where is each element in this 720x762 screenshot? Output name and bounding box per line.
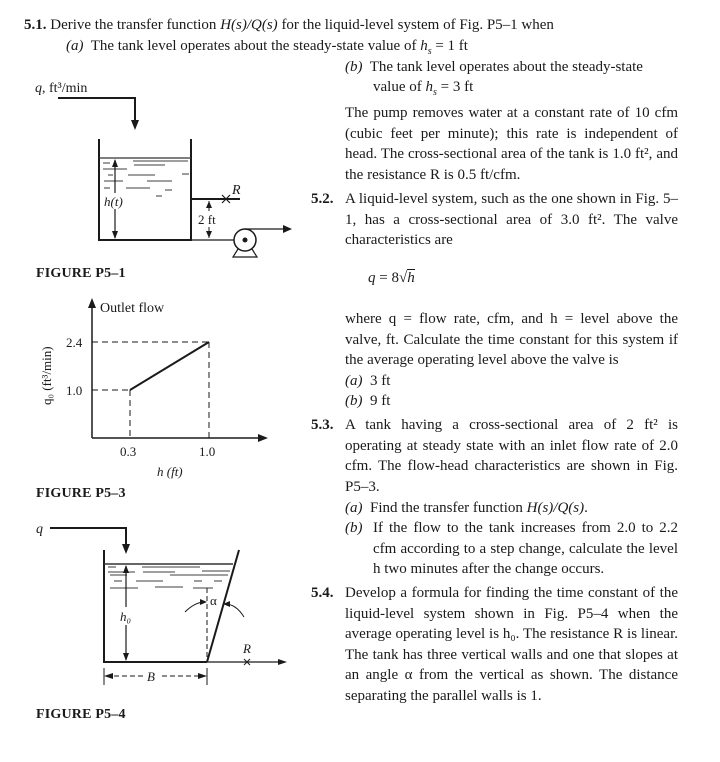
svg-text:Outlet flow: Outlet flow (100, 301, 165, 316)
problem-number: 5.4. (311, 585, 334, 601)
svg-text:2.4: 2.4 (66, 335, 83, 350)
problem-5-1-part-b-value: value of $h_s = 3$ ft (373, 79, 474, 98)
valve-equation: q = 8√h (368, 270, 415, 286)
sloped-tank-diagram (0, 500, 310, 700)
figure-p5-3 (0, 290, 310, 500)
tank-diagram (0, 75, 310, 265)
inflow-arrow-icon (122, 544, 130, 554)
figure-caption: FIGURE P5–1 (36, 266, 126, 281)
data-line (130, 342, 209, 390)
x-axis-arrow-icon (258, 434, 268, 442)
svg-text:1.0: 1.0 (66, 383, 83, 398)
transfer-function: H(s)/Q(s) (220, 17, 278, 33)
figure-p5-4 (0, 500, 310, 730)
problem-5-3-part-a: (a) Find the transfer function H(s)/Q(s). (345, 500, 588, 516)
problem-5-1-intro: 5.1. Derive the transfer function H(s)/Q(s) for the liquid-level system of Fig. P5–1 when (24, 17, 554, 33)
problem-5-2 (311, 189, 678, 251)
problem-number: 5.2. (311, 191, 334, 207)
problem-number: 5.1. (24, 17, 47, 33)
svg-text:h (ft): h (ft) (157, 464, 183, 479)
svg-text:R: R (243, 641, 251, 656)
svg-text:0.3: 0.3 (120, 444, 137, 459)
problem-5-3-body: A tank having a cross-sectional area of 2 ft² is operating at steady state with an inlet flow rate of 2.0 cfm. The flow-head characteristics are shown in Fig. P5–3. (345, 417, 678, 495)
problem-5-2-part-b: (b) 9 ft (345, 393, 391, 409)
svg-text:B: B (147, 669, 155, 684)
figure-p5-1 (0, 75, 310, 290)
problem-5-3-part-b: (b) If the flow to the tank increases from 2.0 to 2.2 cfm according to a step change, calculate the level h two minutes after the change occurs. (345, 520, 678, 577)
figure-caption: FIGURE P5–3 (36, 486, 126, 501)
svg-text:2 ft: 2 ft (198, 212, 216, 227)
problem-5-2-body: A liquid-level system, such as the one shown in Fig. 5–1, has a cross-sectional area of 3.0 ft². The valve characteristics are (345, 191, 678, 248)
svg-text:h(t): h(t) (104, 194, 123, 209)
problem-5-4 (311, 583, 678, 706)
figure-caption: FIGURE P5–4 (36, 707, 126, 722)
inflow-arrow-icon (131, 120, 139, 130)
problem-5-2-part-a: (a) 3 ft (345, 373, 391, 389)
outlet-flow-chart (0, 290, 310, 480)
problem-5-3 (311, 415, 678, 497)
svg-text:R: R (232, 183, 241, 198)
problem-5-2-body-2: where q = flow rate, cfm, and h = level above the valve, ft. Calculate the time constant for this system if the average operating level above the valve is (345, 311, 678, 368)
problem-5-1-part-b: (b) The tank level operates about the steady-state (345, 59, 643, 75)
svg-text:α: α (210, 593, 217, 608)
svg-text:h₀: h₀ (120, 609, 132, 624)
problem-5-4-body: Develop a formula for finding the time constant of the liquid-level system shown in Fig. P5–4 when the average operating level is h₀. The resistance R is linear. The tank has three vertical walls and one that slopes at an angle α from the vertical as shown. The distance separating the parallel walls is 1. (345, 585, 678, 704)
problem-number: 5.3. (311, 417, 334, 433)
inflow-label: q, ft³/min (35, 81, 88, 96)
svg-text:q₀ (ft³/min): q₀ (ft³/min) (39, 346, 54, 405)
problem-5-1-part-a: (a) The tank level operates about the steady-state value of $h_s = 1$ ft (66, 38, 468, 57)
y-axis-arrow-icon (88, 298, 96, 308)
svg-text:q: q (36, 522, 43, 537)
problem-5-1-body: The pump removes water at a constant rate of 10 cfm (cubic feet per minute); this rate is independent of head. The cross-sectional area of the tank is 1.0 ft², and the resistance R is 0.5 ft/cfm. (345, 105, 678, 183)
svg-text:1.0: 1.0 (199, 444, 216, 459)
